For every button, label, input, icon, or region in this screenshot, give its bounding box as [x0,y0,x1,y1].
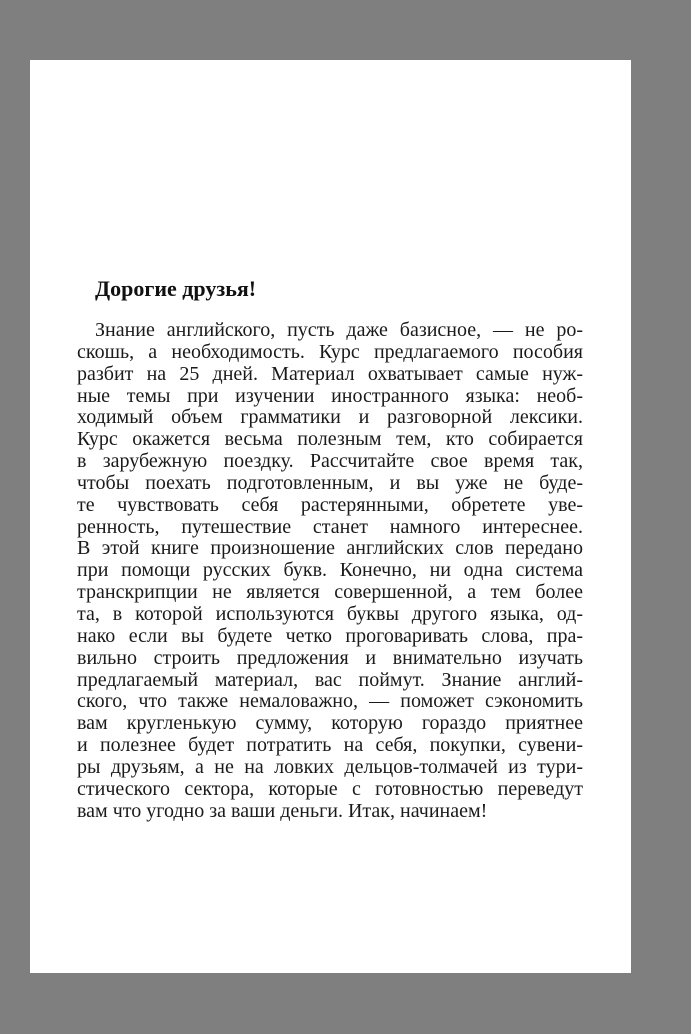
text-line: ренность, путешествие станет намного интереснее. [77,515,583,538]
text-line: вам кругленькую сумму, которую гораздо приятнее [77,712,583,735]
text-line: ные темы при изучении иностранного языка: необ- [77,384,583,407]
text-line: вильно строить предложения и внимательно изучать [77,646,583,669]
text-line: те чувствовать себя растерянными, обретете уве- [77,493,583,516]
text-line: разбит на 25 дней. Материал охватывает самые нуж- [77,362,583,385]
text-line: транскрипции не является совершенной, а тем более [77,581,583,604]
page-heading: Дорогие друзья! [95,276,257,301]
text-line: предлагаемый материал, вас поймут. Знание англий- [77,668,583,691]
text-line: при помощи русских букв. Конечно, ни одна система [77,559,583,582]
text-line: Знание английского, пусть даже базисное, — не ро- [95,319,583,341]
text-line: нако если вы будете четко проговаривать слова, пра- [77,624,583,647]
text-line: в зарубежную поездку. Рассчитайте свое время так, [77,450,583,473]
text-line: ры друзьям, а не на ловких дельцов-толмачей из тури- [77,755,583,778]
text-line: Курс окажется весьма полезным тем, кто собирается [77,428,583,451]
text-line: та, в которой используются буквы другого языка, од- [77,602,583,625]
text-line: чтобы поехать подготовленным, и вы уже не буде- [77,471,583,494]
text-line: стического сектора, которые с готовностью переведут [77,777,583,800]
text-line: ского, что также немаловажно, — поможет сэкономить [77,690,583,713]
text-line: и полезнее будет потратить на себя, покупки, сувени- [77,734,583,757]
text-line: В этой книге произношение английских слов передано [77,537,583,560]
text-line: вам что угодно за ваши деньги. Итак, начинаем! [77,799,488,822]
body-text [77,320,583,822]
text-line: скошь, а необходимость. Курс предлагаемого пособия [77,340,583,363]
text-line: ходимый объем грамматики и разговорной лексики. [77,406,583,429]
